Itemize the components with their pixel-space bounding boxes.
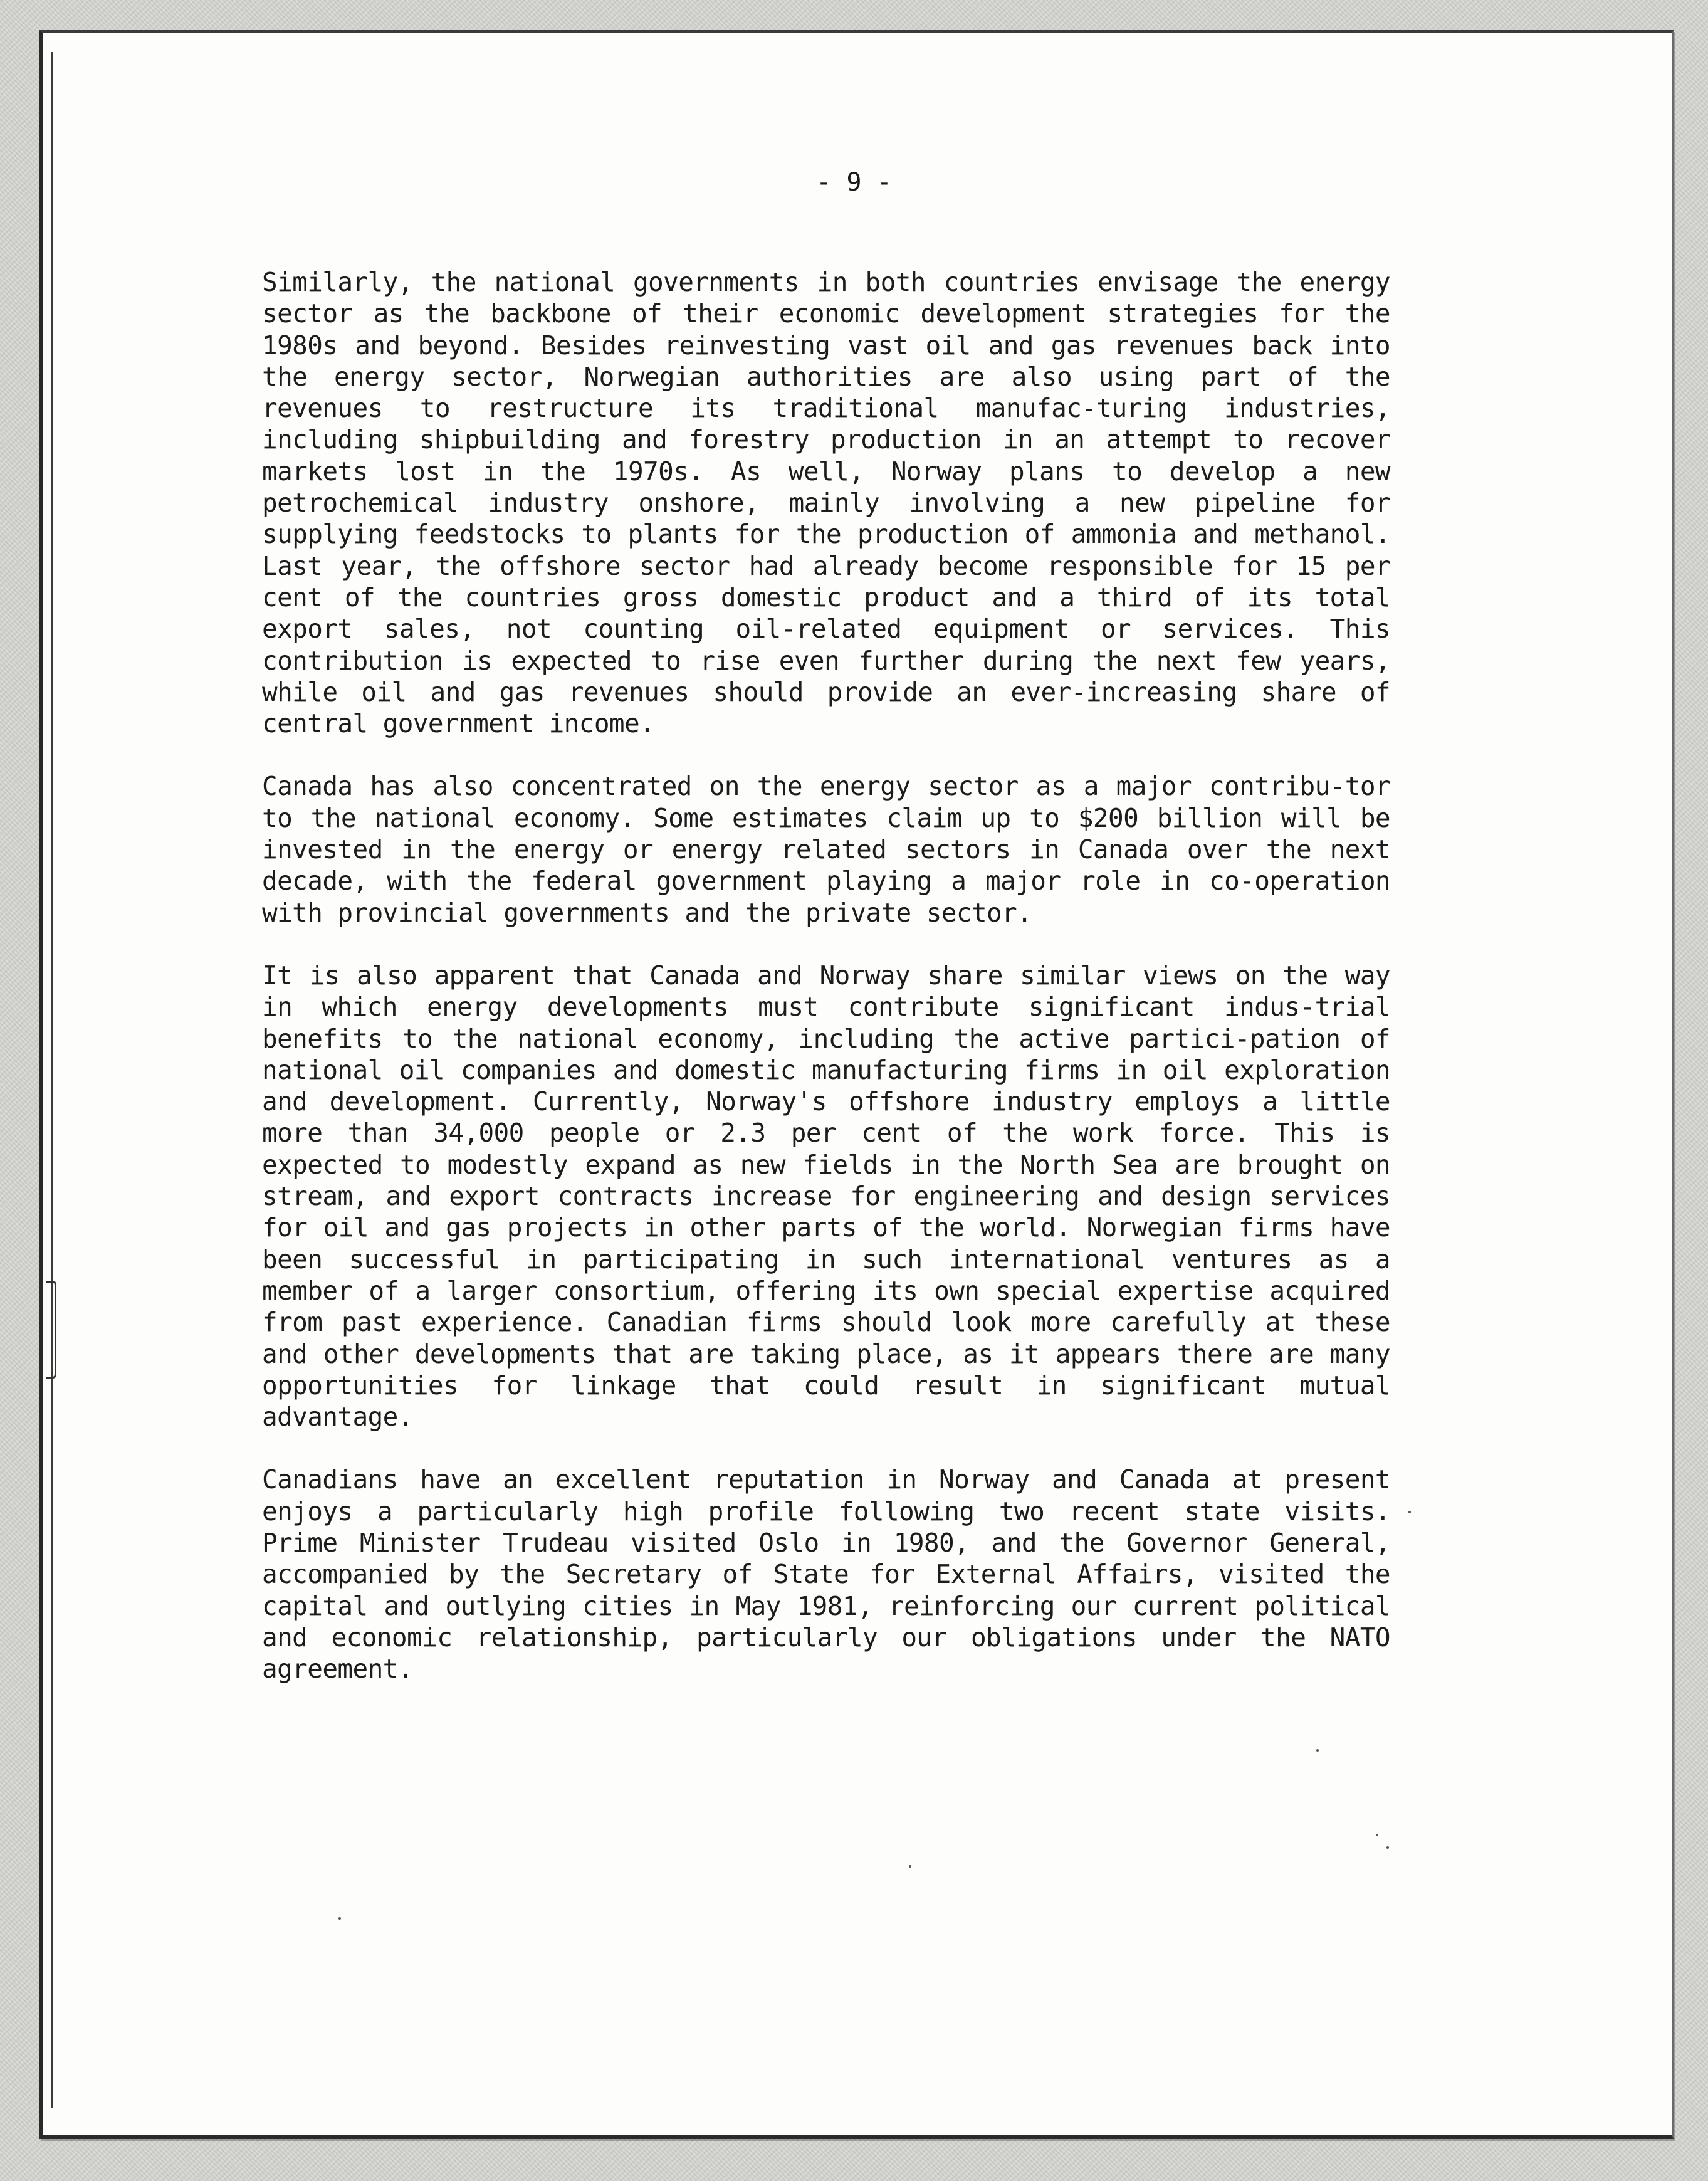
paragraph-industrial-benefits: It is also apparent that Canada and Norway share similar views on the way in which energy developments must contribute significant indus-trial benefits to the national economy, including the active partici-pation of national oil companies and domestic manufacturing firms in oil exploration and development. Currently, Norway's offshore industry employs a little more than 34,000 people or 2.3 per cent of the work force. This is expected to modestly expand as new fields in the North Sea are brought on stream, and export contracts increase for engineering and design services for oil and gas projects in other parts of the world. Norwegian firms have been successful in participating in such international ventures as a member of a larger consortium, offering its own special expertise acquired from past experience. Canadian firms should look more carefully at these and other developments that are taking place, as it appears there are many opportunities for linkage that could result in significant mutual advantage. — [262, 960, 1390, 1432]
scan-speck — [1408, 1511, 1411, 1513]
scan-speck — [1376, 1834, 1378, 1836]
body-text — [262, 266, 1390, 1716]
scan-speck — [338, 1917, 341, 1920]
binding-clip — [46, 1281, 56, 1379]
scan-speck — [909, 1865, 911, 1868]
paragraph-state-visits: Canadians have an excellent reputation in Norway and Canada at present enjoys a particularly high profile following two recent state visits. Prime Minister Trudeau visited Oslo in 1980, and the Governor General, accompanied by the Secretary of State for External Affairs, visited the capital and outlying cities in May 1981, reinforcing our current political and economic relationship, particularly our obligations under the NATO agreement. — [262, 1464, 1390, 1684]
paragraph-canada-energy: Canada has also concentrated on the energy sector as a major contribu-tor to the national economy. Some estimates claim up to $200 billion will be invested in the energy or energy related sectors in Canada over the next decade, with the federal government playing a major role in co-operation with provincial governments and the private sector. — [262, 771, 1390, 928]
scan-speck — [1386, 1846, 1389, 1849]
paragraph-energy-strategies: Similarly, the national governments in both countries envisage the energy sector as the backbone of their economic development strategies for the 1980s and beyond. Besides reinvesting vast oil and gas revenues back into the energy sector, Norwegian authorities are also using part of the revenues to restructure its traditional manufac-turing industries, including shipbuilding and forestry production in an attempt to recover markets lost in the 1970s. As well, Norway plans to develop a new petrochemical industry onshore, mainly involving a new pipeline for supplying feedstocks to plants for the production of ammonia and methanol. Last year, the offshore sector had already become responsible for 15 per cent of the countries gross domestic product and a third of its total export sales, not counting oil-related equipment or services. This contribution is expected to rise even further during the next few years, while oil and gas revenues should provide an ever-increasing share of central government income. — [262, 267, 1390, 739]
binding-line — [51, 52, 53, 2108]
page-number: - 9 - — [816, 168, 892, 197]
scan-speck — [1316, 1749, 1319, 1752]
